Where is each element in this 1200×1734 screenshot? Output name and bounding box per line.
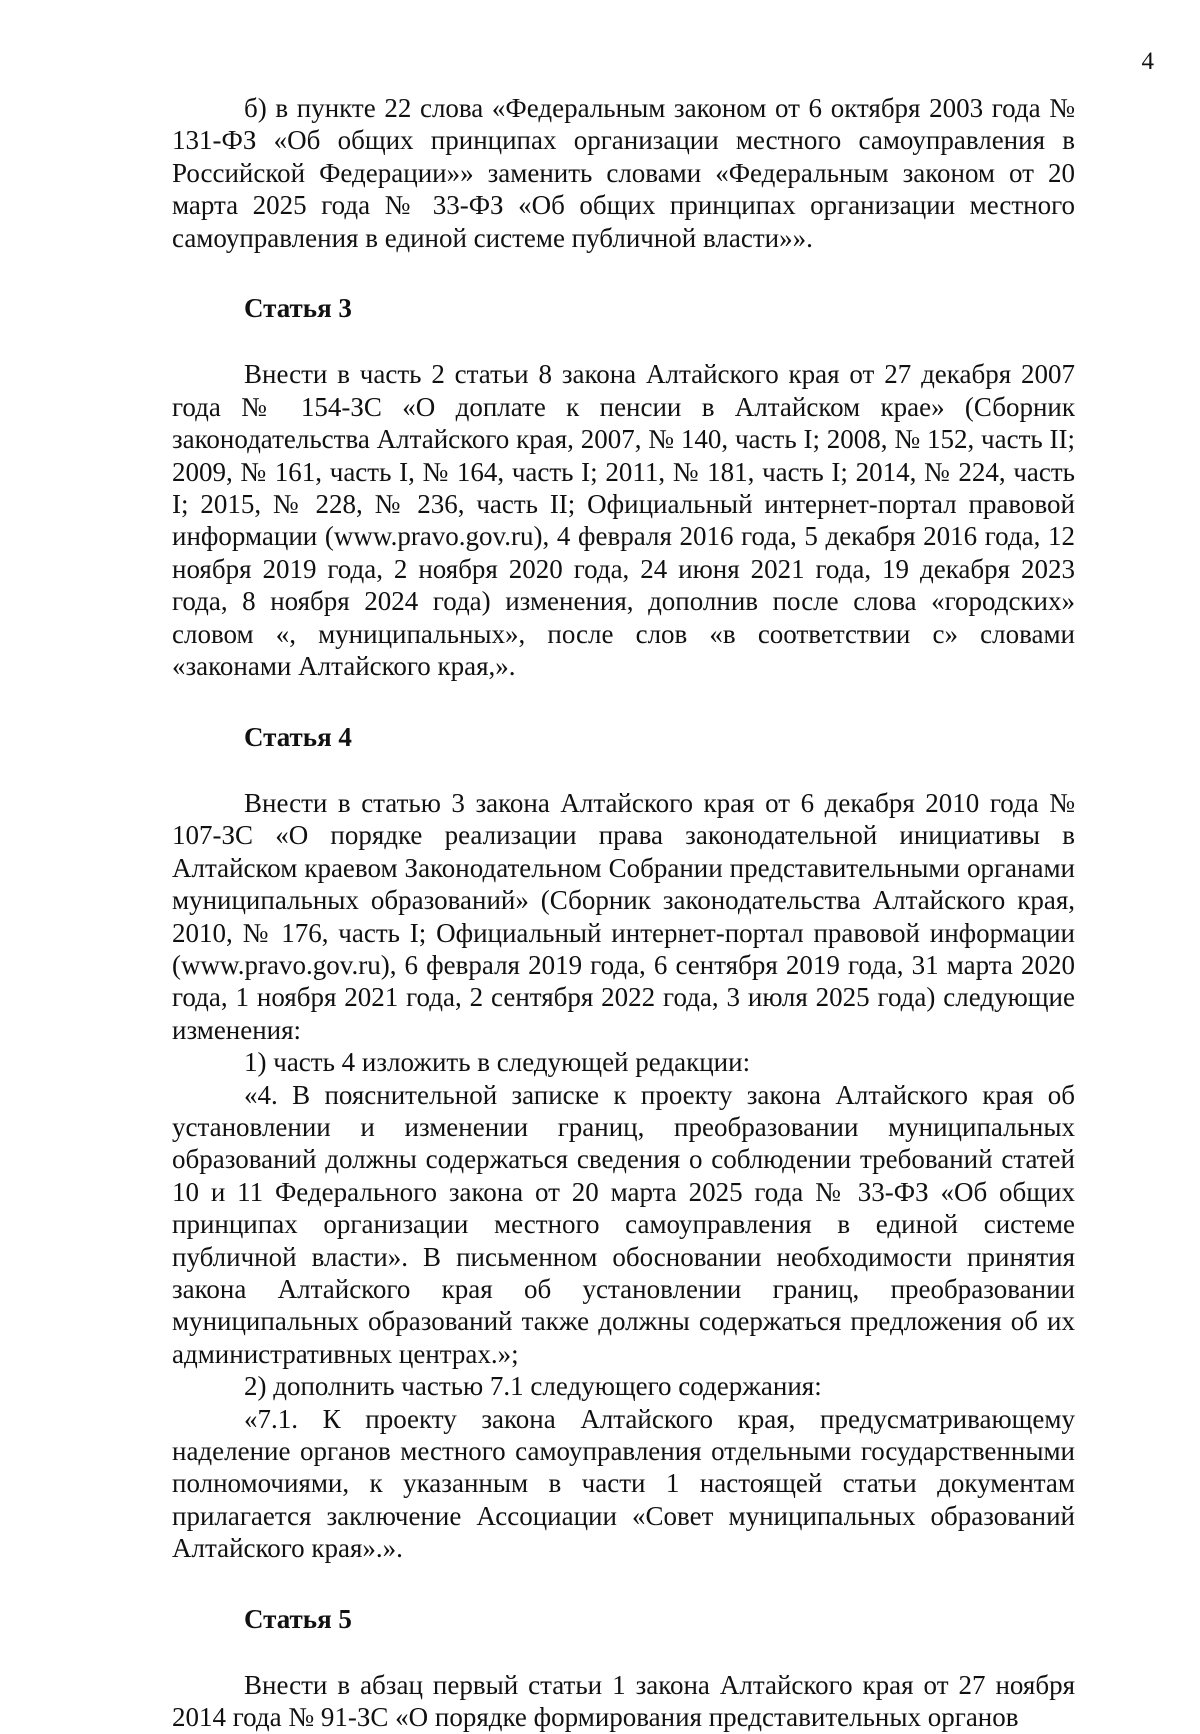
article-5-heading: Статья 5 <box>244 1603 352 1634</box>
article-5-paragraph: Внести в абзац первый статьи 1 закона Алтайского края от 27 ноября 2014 года № 91-ЗС «О порядке формирования представительных органов <box>172 1670 1075 1733</box>
article-3-heading: Статья 3 <box>244 293 352 324</box>
page-number: 4 <box>1141 48 1154 75</box>
intro-paragraph: б) в пункте 22 слова «Федеральным законом от 6 октября 2003 года № 131-ФЗ «Об общих принципах организации местного самоуправления в Российской Федерации»» заменить словами «Федеральным законом от 20 марта 2025 года № 33-ФЗ «Об общих принципах организации местного самоуправления в единой системе публичной власти»». <box>172 93 1075 253</box>
article-4-heading: Статья 4 <box>244 721 352 752</box>
article-4-quote-part-4: «4. В пояснительной записке к проекту закона Алтайского края об установлении и изменении границ, преобразовании муниципальных образований должны содержаться сведения о соблюдении требований статей 10 и 11 Федерального закона от 20 марта 2025 года № 33-ФЗ «Об общих принципах организации местного самоуправления в единой системе публичной власти». В письменном обосновании необходимости принятия закона Алтайского края об установлении границ, преобразовании муниципальных образований также должны содержаться предложения об их административных центрах.»; <box>172 1079 1075 1369</box>
article-4-item-2: 2) дополнить частью 7.1 следующего содержания: <box>244 1371 822 1402</box>
article-4-quote-part-7-1: «7.1. К проекту закона Алтайского края, предусматривающему наделение органов местного самоуправления отдельными государственными полномочиями, к указанным в части 1 настоящей статьи документам прилагается заключение Ассоциации «Совет муниципальных образований Алтайского края».». <box>172 1403 1075 1564</box>
article-4-paragraph-intro: Внести в статью 3 закона Алтайского края от 6 декабря 2010 года № 107-ЗС «О порядке реализации права законодательной инициативы в Алтайском краевом Законодательном Собрании представительными органами муниципальных образований» (Сборник законодательства Алтайского края, 2010, № 176, часть I; Официальный интернет-портал правовой информации (www.pravo.gov.ru), 6 февраля 2019 года, 6 сентября 2019 года, 31 марта 2020 года, 1 ноября 2021 года, 2 сентября 2022 года, 3 июля 2025 года) следующие изменения: <box>172 787 1075 1045</box>
article-4-item-1: 1) часть 4 изложить в следующей редакции: <box>244 1047 751 1078</box>
article-3-paragraph: Внести в часть 2 статьи 8 закона Алтайского края от 27 декабря 2007 года № 154-ЗС «О доплате к пенсии в Алтайском крае» (Сборник законодательства Алтайского края, 2007, № 140, часть I; 2008, № 152, часть II; 2009, № 161, часть I, № 164, часть I; 2011, № 181, часть I; 2014, № 224, часть I; 2015, № 228, № 236, часть II; Официальный интернет-портал правовой информации (www.pravo.gov.ru), 4 февраля 2016 года, 5 декабря 2016 года, 12 ноября 2019 года, 2 ноября 2020 года, 24 июня 2021 года, 19 декабря 2023 года, 8 ноября 2024 года) изменения, дополнив после слова «городских» словом «, муниципальных», после слов «в соответствии с» словами «законами Алтайского края,». <box>172 359 1076 682</box>
